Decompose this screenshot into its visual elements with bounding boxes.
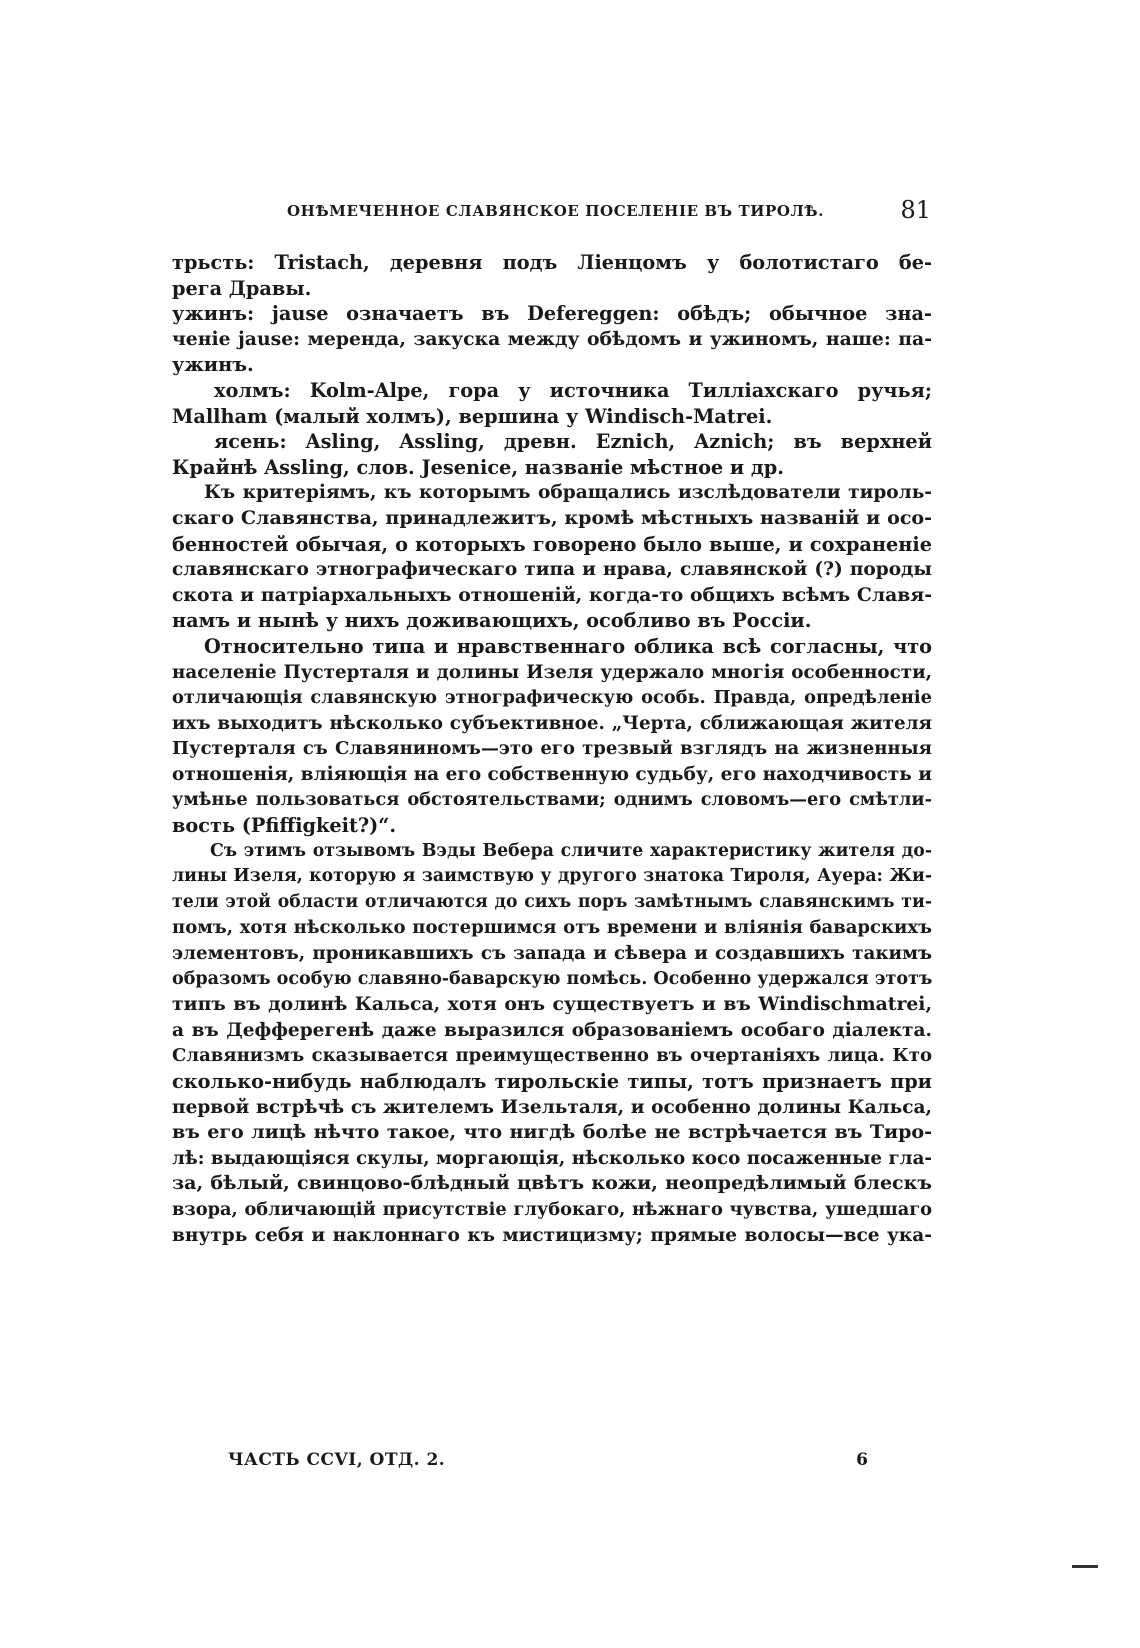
text-line: Славянизмъ сказывается преимущественно въ очертаніяхъ лица. Кто (172, 1045, 932, 1067)
text-line: элементовъ, проникавшихъ съ запада и сѣвера и создавшихъ такимъ (172, 943, 932, 965)
text-line: первой встрѣчѣ съ жителемъ Изельталя, и особенно долины Кальса, (172, 1096, 932, 1118)
text-line: лѣ: выдающіяся скулы, моргающія, нѣсколько косо посаженные гла- (172, 1147, 932, 1169)
text-line: трьсть: Tristach, деревня подъ Ліенцомъ у болотистаго бе- (172, 251, 932, 274)
text-line: скота и патріархальныхъ отношеній, когда-то общихъ всѣмъ Славя- (172, 583, 932, 606)
text-line: отношенія, вліяющія на его собственную судьбу, его находчивость и (172, 763, 933, 785)
text-line: рега Дравы. (172, 276, 312, 300)
text-line: бенностей обычая, о которыхъ говорено было выше, и сохраненіе (172, 532, 932, 556)
text-line: отличающія славянскую этнографическую особь. Правда, опредѣленіе (172, 687, 932, 709)
text-line: намъ и нынѣ у нихъ доживающихъ, особливо въ Россіи. (172, 609, 812, 633)
text-line: ихъ выходитъ нѣсколько субъективное. „Черта, сближающая жителя (172, 712, 932, 734)
text-line: умѣнье пользоваться обстоятельствами; однимъ словомъ—его смѣтли- (172, 789, 932, 811)
text-line: взора, обличающій присутствіе глубокаго, нѣжнаго чувства, ушедшаго (172, 1198, 932, 1220)
text-line: помъ, хотя нѣсколько постершимся отъ времени и вліянія баварскихъ (172, 917, 932, 939)
text-line: Крайнѣ Assling, слов. Jesenice, названіе мѣстное и др. (172, 455, 784, 479)
text-line: холмъ: Kolm-Alpe, гора у источника Тилліахскаго ручья; (214, 378, 932, 402)
text-line: Къ критеріямъ, къ которымъ обращались изслѣдователи тироль- (204, 482, 932, 504)
text-line: вость (Pfiffigkeit?)“. (172, 814, 397, 838)
text-line: населеніе Пустерталя и долины Изеля удержало многія особенности, (172, 661, 932, 683)
text-line: типъ въ долинѣ Кальса, хотя онъ существуетъ и въ Windischmatrei, (172, 993, 932, 1016)
sheet-number: 6 (856, 1450, 868, 1470)
text-line: лины Изеля, которую я заимствую у другого знатока Тироля, Ауера: Жи- (172, 866, 932, 887)
text-line: тели этой области отличаются до сихъ поръ замѣтнымъ славянскимъ ти- (172, 891, 932, 912)
text-line: за, бѣлый, свинцово-блѣдный цвѣтъ кожи, неопредѣлимый блескъ (172, 1172, 932, 1195)
text-line: ужинъ. (172, 353, 254, 377)
signature-mark: ЧАСТЬ CCVI, ОТД. 2. (228, 1450, 446, 1470)
text-line: образомъ особую славяно-баварскую помѣсь. Особенно удержался этотъ (172, 968, 933, 989)
text-line: въ его лицѣ нѣчто такое, что нигдѣ болѣе не встрѣчается въ Тиро- (172, 1121, 932, 1144)
text-line: Пустерталя съ Славяниномъ—это его трезвый взглядъ на жизненныя (172, 738, 932, 760)
running-head: ОНѢМЕЧЕННОЕ СЛАВЯНСКОЕ ПОСЕЛЕНІЕ ВЪ ТИРОЛѢ. (287, 202, 825, 220)
text-line: ченіе jause: меренда, закуска между обѣдомъ и ужиномъ, наше: па- (172, 327, 932, 350)
scan-edge-mark (1072, 1565, 1098, 1568)
text-line: сколько-нибудь наблюдалъ тирольскіе типы, тотъ признаетъ при (172, 1070, 932, 1093)
page-header (287, 196, 937, 236)
text-line: Относительно типа и нравственнаго облика всѣ согласны, что (204, 634, 932, 658)
text-line: Mallham (малый холмъ), вершина у Windisch-Matrei. (172, 404, 773, 428)
text-line: внутрь себя и наклоннаго къ мистицизму; прямые волосы—все ука- (172, 1224, 932, 1246)
body-text (172, 250, 932, 1248)
text-line: а въ Дефферегенѣ даже выразился образованіемъ особаго діалекта. (172, 1019, 932, 1041)
text-line: Съ этимъ отзывомъ Вэды Вебера сличите характеристику жителя до- (210, 840, 932, 861)
page-footer (228, 1450, 868, 1480)
text-line: ужинъ: jause означаетъ въ Defereggen: обѣдъ; обычное зна- (172, 302, 932, 326)
text-line: славянскаго этнографическаго типа и нрава, славянской (?) породы (172, 559, 932, 581)
text-line: скаго Славянства, принадлежитъ, кромѣ мѣстныхъ названій и осо- (172, 506, 932, 529)
text-line: ясень: Asling, Assling, древн. Eznich, Aznich; въ верхней (214, 430, 932, 454)
page-number: 81 (900, 196, 931, 224)
